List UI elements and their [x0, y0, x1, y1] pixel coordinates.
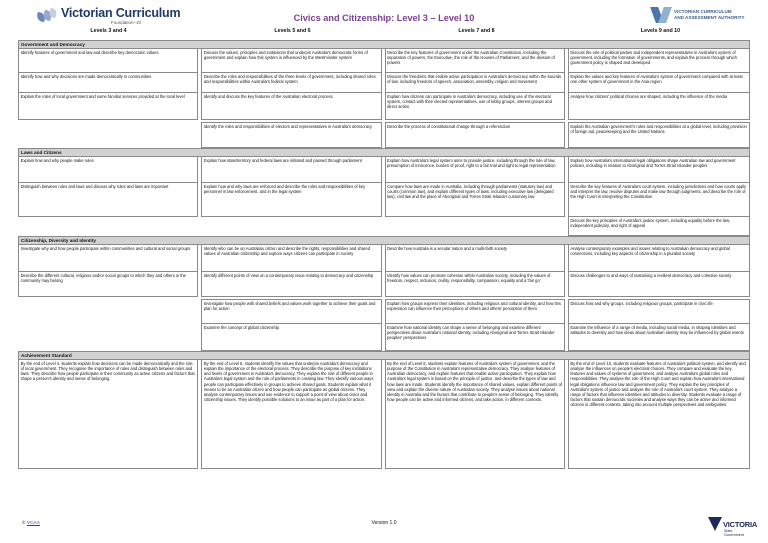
table-row [18, 122, 750, 148]
page-footer [0, 515, 768, 543]
table-cell: Distinguish between rules and laws and discuss why rules and laws are important [18, 183, 198, 217]
table-cell: Describe the key features of Australia's court system, including jurisdictions and how courts apply and interpret the law, resolve disputes and make law through judgments, and describe the role of the High Court in interpreting the Constitution [568, 183, 750, 217]
table-cell: Explain the Australian government's roles and responsibilities at a global level, including provision of foreign aid, peacekeeping and the United Nations [568, 122, 750, 148]
table-cell: Explain how state/territory and federal laws are initiated and passed through parliament [201, 157, 381, 183]
table-cell-empty [201, 217, 381, 236]
table-cell: Describe the key features of government under the Australian Constitution, including the separation of powers, the Executive, the role of the Houses of Parliament, and the division of powers [385, 49, 565, 73]
table-cell: Explain how and why laws are enforced and describe the roles and responsibilities of key personnel in law enforcement, and in the legal system [201, 183, 381, 217]
victoria-government-logo [708, 515, 758, 541]
state-government-label: State Government [724, 529, 744, 537]
table-cell: Examine how national identity can shape a sense of belonging and examine different perspectives about Australia's national identity, including Aboriginal and Torres Strait Islander peoples' perspectives [385, 324, 565, 351]
victoria-wordmark: VICTORIA [723, 520, 758, 529]
table-cell-empty [18, 122, 198, 148]
achievement-standard-levels-9-10: By the end of Level 10, students evaluate features of Australia's political system, and identify and analyse the influences on people's electoral choices. They compare and evaluate the key features and values of systems of government, and analyse Australia's global roles and responsibilities. They analyse the role of the High Court and explain how Australia's international legal obligations influence law and government policy. They explain the key principles of Australia's system of justice and analyse the role of Australia's court system. They analyse a range of factors that influence identities and attitudes to diversity. Students evaluate a range of factors that sustain democratic societies and analyse ways they can be active and informed citizens in different contexts, taking into account multiple perspectives and ambiguities. [568, 360, 750, 469]
table-cell: Identify features of government and law and describe key democratic values [18, 49, 198, 73]
document-title: Civics and Citizenship: Level 3 – Level 10 [293, 13, 475, 23]
table-cell-empty [18, 324, 198, 351]
column-header-levels-3-4: Levels 3 and 4 [90, 28, 127, 34]
table-cell: Identify and discuss the key features of the Australian electoral process [201, 93, 381, 120]
logo-title: Victorian Curriculum [61, 6, 181, 20]
version-label: Version 1.0 [371, 520, 397, 526]
table-cell: Describe the different cultural, religious and/or social groups to which they and others in the community may belong [18, 272, 198, 297]
column-headers [18, 28, 750, 38]
vcaa-link[interactable]: VCAA [26, 521, 40, 526]
table-row [18, 183, 750, 217]
table-cell-empty [385, 217, 565, 236]
table-cell: Compare how laws are made in Australia, including through parliaments (statutory law) and courts (common law), and explain different types of laws, including executive law (delegated law), civil law and the place of Aboriginal and Torres Strait Islander customary law [385, 183, 565, 217]
table-cell: Examine the concept of global citizenship [201, 324, 381, 351]
table-row [18, 272, 750, 297]
copyright-symbol: © [22, 521, 26, 526]
achievement-standard-levels-7-8: By the end of Level 8, students explain features of Australia's system of government, and the purpose of the Constitution in Australia's representative democracy. They analyse features of Australian democracy, and explain features that enable active participation. They explain how Australia's legal system is based on the principle of justice, and describe the types of law and how laws are made. Students identify the importance of shared values, explain different points of view and explain the diverse nature of Australian society. They analyse issues about national identity in Australia and the factors that contribute to people's sense of belonging. They identify how people can be active and informed citizens, and take action, in different contexts. [385, 360, 565, 469]
table-cell: Investigate why and how people participate within communities and cultural and social groups [18, 245, 198, 272]
table-cell: Explain how groups express their identities, including religious and cultural identity, and how this expression can influence their perceptions of others and others' perception of them [385, 299, 565, 324]
table-cell: Explain how Australia's international legal obligations shape Australian law and government policies, including in relation to Aboriginal and Torres Strait Islander peoples [568, 157, 750, 183]
section-heading-government: Government and Democracy [18, 40, 750, 49]
section-heading-citizenship: Citizenship, Diversity and Identity [18, 236, 750, 245]
table-cell: Discuss the values, principles and institutions that underpin Australia's democratic forms of government and explain how this system is influenced by the Westminster system [201, 49, 381, 73]
table-row [18, 299, 750, 324]
table-cell: Explain the roles of local government and some familiar services provided at the local level [18, 93, 198, 120]
logo-subtitle: Foundation–10 [111, 19, 142, 25]
table-cell: Discuss challenges to and ways of sustaining a resilient democracy and cohesive society [568, 272, 750, 297]
table-cell: Discuss the role of political parties and independent representatives in Australia's system of government, including the formation of governments, and explain the process through which government policy is shaped and developed [568, 49, 750, 73]
table-cell-empty [18, 217, 198, 236]
table-row [18, 360, 750, 469]
column-header-levels-5-6: Levels 5 and 6 [274, 28, 311, 34]
table-row [18, 245, 750, 272]
table-cell: Explain the values and key features of Australia's system of government compared with at least one other system of government in the Asia region [568, 73, 750, 93]
table-cell: Discuss how and why groups, including religious groups, participate in civic life [568, 299, 750, 324]
column-header-levels-7-8: Levels 7 and 8 [458, 28, 495, 34]
table-cell: Identify who can be an Australian citizen and describe the rights, responsibilities and shared values of Australian citizenship and explore ways citizens can participate in society [201, 245, 381, 272]
table-cell: Explain how and why people make rules [18, 157, 198, 183]
section-heading-achievement: Achievement Standard [18, 351, 750, 360]
table-cell: Discuss the key principles of Australia's justice system, including equality before the law, independent judiciary, and right of appeal [568, 217, 750, 236]
table-row [18, 73, 750, 93]
table-cell: Explain how Australia's legal system aims to provide justice, including through the rule of law, presumption of innocence, burden of proof, right to a fair trial and right to legal representation [385, 157, 565, 183]
table-cell: Describe the process of constitutional change through a referendum [385, 122, 565, 148]
table-cell: Explain how citizens can participate in Australia's democracy, including use of the electoral system, contact with their elected representatives, use of lobby groups, interest groups and direct action [385, 93, 565, 120]
vcaa-line-2: AND ASSESSMENT AUTHORITY [674, 15, 745, 20]
table-row [18, 324, 750, 351]
achievement-standard-levels-5-6: By the end of Level 6, students identify the values that underpin Australia's democracy and explain the importance of the electoral process. They describe the purpose of key institutions and levels of government in Australia's democracy. They explain the role of different people in Australia's legal system and the role of parliaments in creating law. They identify various ways people can participate effectively in groups to achieve shared goals. Students explain what it means to be an Australian citizen and how people can participate as global citizens. They analyse contemporary issues and use evidence to support a point of view about civics and citizenship issues. They identify possible solutions to an issue as part of a plan for action. [201, 360, 381, 469]
table-cell: Discuss the freedoms that enable active participation in Australia's democracy within the bounds of law, including freedom of speech, association, assembly, religion and movement [385, 73, 565, 93]
table-cell: Analyse how citizens' political choices are shaped, including the influence of the media [568, 93, 750, 120]
table-cell: Identify the roles and responsibilities of electors and representatives in Australia's democracy [201, 122, 381, 148]
table-cell: Identify different points of view on a contemporary issue relating to democracy and citizenship [201, 272, 381, 297]
vcaa-logo [653, 7, 745, 23]
table-row [18, 217, 750, 236]
table-cell: Identify how values can promote cohesion within Australian society, including the values of freedom, respect, inclusion, civility, responsibility, compassion, equality and a 'fair go' [385, 272, 565, 297]
table-row [18, 157, 750, 183]
table-cell: Describe the roles and responsibilities of the three levels of government, including shared roles and responsibilities within Australia's federal system [201, 73, 381, 93]
table-cell: Investigate how people with shared beliefs and values work together to achieve their goals and plan for action [201, 299, 381, 324]
section-heading-laws: Laws and Citizens [18, 148, 750, 157]
column-header-levels-9-10: Levels 9 and 10 [640, 28, 681, 34]
table-row [18, 49, 750, 73]
vcaa-line-1: VICTORIAN CURRICULUM [674, 9, 732, 15]
curriculum-table [18, 40, 750, 469]
table-cell: Examine the influence of a range of media, including social media, in shaping identities and attitudes to diversity and how ideas about Australian identity may be influenced by global events [568, 324, 750, 351]
table-cell: Identify how and why decisions are made democratically in communities [18, 73, 198, 93]
achievement-standard-levels-3-4: By the end of Level 4, students explain how decisions can be made democratically and the role of local government. They recognise the importance of rules and distinguish between rules and laws. They describe how people participate in their community as active citizens and factors that shape a person's identity and sense of belonging. [18, 360, 198, 469]
vcaa-logo-icon [653, 7, 671, 23]
table-cell-empty [18, 299, 198, 324]
victoria-logo-icon [708, 517, 722, 531]
table-cell: Describe how Australia is a secular nation and a multi-faith society [385, 245, 565, 272]
table-cell: Analyse contemporary examples and issues relating to Australian democracy and global connections, including key aspects of citizenship in a pluralist society [568, 245, 750, 272]
table-row [18, 93, 750, 120]
